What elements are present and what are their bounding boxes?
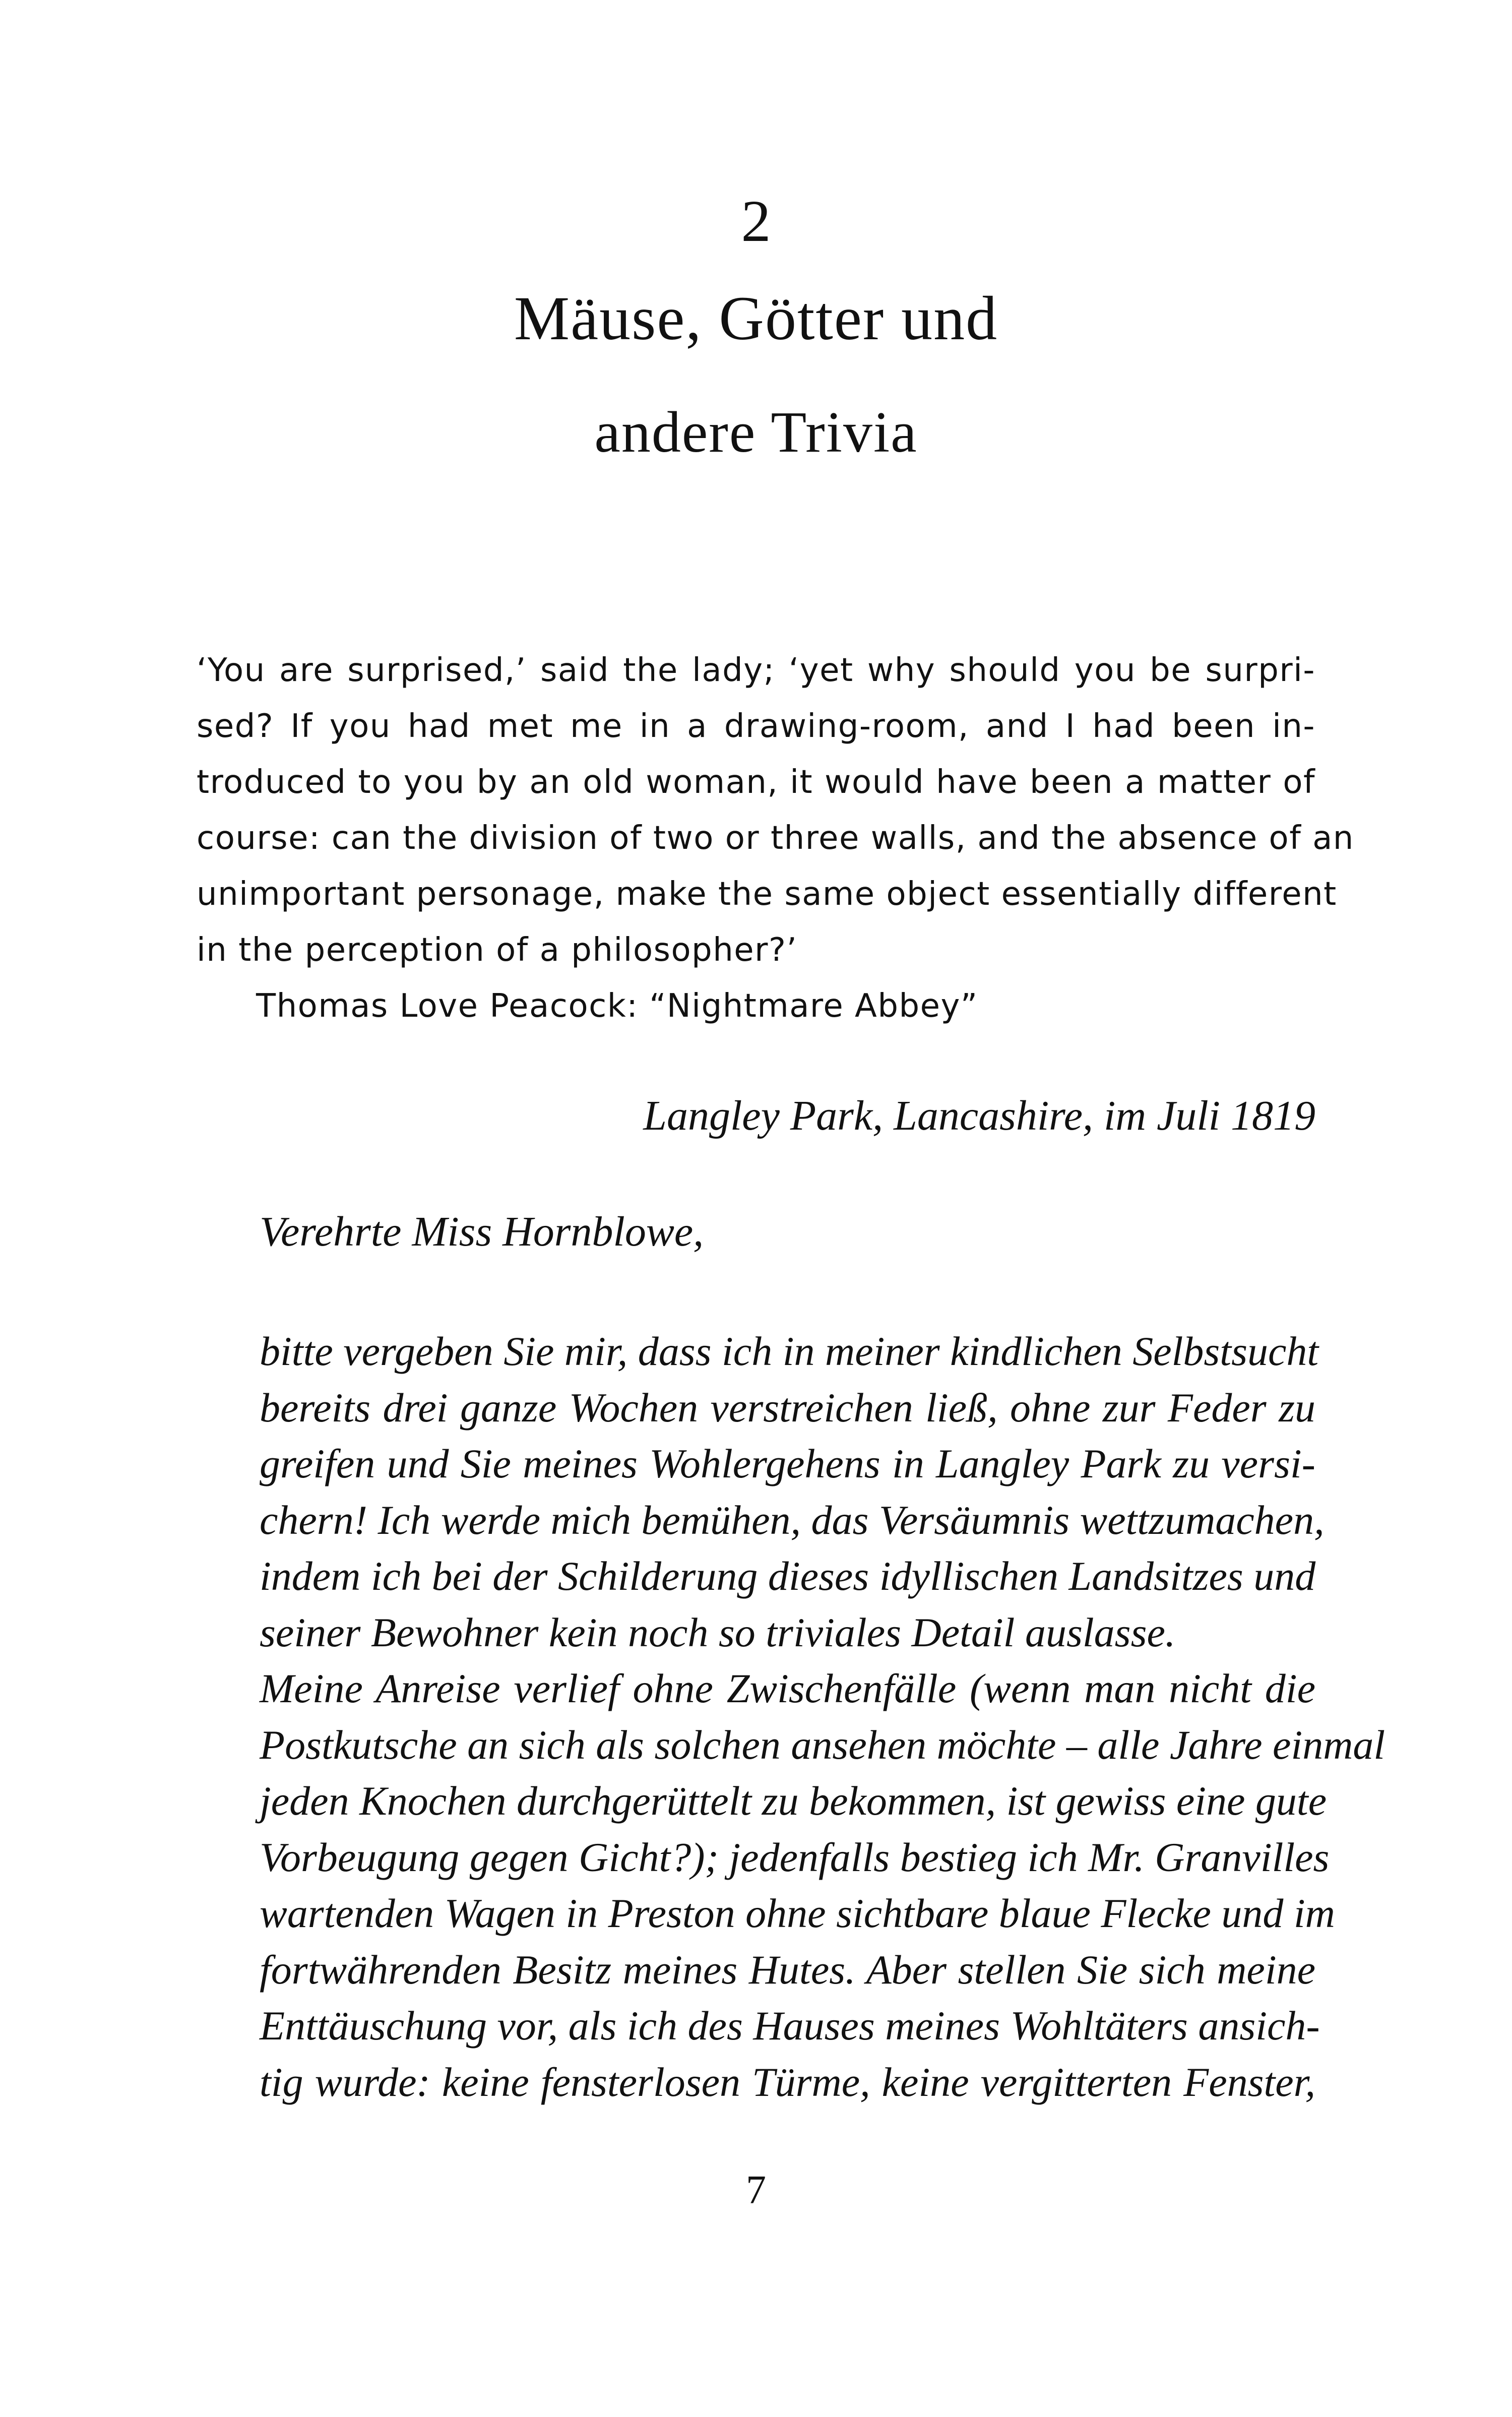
letter-line: fortwährenden Besitz meines Hutes. Aber stellen Sie sich meine — [260, 1946, 1315, 1993]
letter-line: greifen und Sie meines Wohlergehens in Langley Park zu versi- — [260, 1441, 1315, 1486]
epigraph-line: sed? If you had met me in a drawing-room, and I had been in- — [197, 708, 1315, 745]
letter-line: seiner Bewohner kein noch so triviales Detail auslasse. — [260, 1609, 1176, 1655]
epigraph-line: troduced to you by an old woman, it would have been a matter of — [197, 764, 1315, 801]
epigraph-line: ‘You are surprised,’ said the lady; ‘yet why should you be surpri- — [197, 652, 1315, 689]
chapter-title-line: andere Trivia — [594, 400, 918, 465]
epigraph-attribution: Thomas Love Peacock: “Nightmare Abbey” — [256, 987, 978, 1025]
chapter-number: 2 — [741, 188, 771, 254]
chapter-title-line: Mäuse, Götter und — [514, 284, 998, 353]
letter-line: Meine Anreise verlief ohne Zwischenfälle (wenn man nicht die — [260, 1665, 1315, 1711]
letter-body — [260, 1323, 1385, 2110]
letter-line: indem ich bei der Schilderung dieses idyllischen Landsitzes und — [260, 1553, 1316, 1599]
letter-line: Vorbeugung gegen Gicht?); jedenfalls bestieg ich Mr. Granvilles — [260, 1834, 1330, 1880]
letter-line: bitte vergeben Sie mir, dass ich in meiner kindlichen Selbstsucht — [260, 1328, 1319, 1374]
letter-line: wartenden Wagen in Preston ohne sichtbare blaue Flecke und im — [260, 1890, 1335, 1936]
epigraph — [197, 643, 1354, 1034]
epigraph-line: course: can the division of two or three walls, and the absence of an — [197, 820, 1354, 857]
page-number: 7 — [746, 2168, 766, 2212]
letter-place-date: Langley Park, Lancashire, im Juli 1819 — [643, 1092, 1315, 1139]
letter-line: jeden Knochen durchgerüttelt zu bekommen, ist gewiss eine gute — [260, 1778, 1327, 1824]
letter-line: tig wurde: keine fensterlosen Türme, keine vergitterten Fenster, — [260, 2059, 1315, 2105]
chapter-title — [0, 284, 1512, 519]
letter-line: Postkutsche an sich als solchen ansehen möchte – alle Jahre einmal — [260, 1721, 1385, 1768]
letter-line: bereits drei ganze Wochen verstreichen ließ, ohne zur Feder zu — [260, 1384, 1315, 1431]
letter-line: chern! Ich werde mich bemühen, das Versäumnis wettzumachen, — [260, 1497, 1325, 1543]
letter-line: Enttäuschung vor, als ich des Hauses meines Wohltäters ansich- — [260, 2003, 1320, 2049]
epigraph-line: in the perception of a philosopher?’ — [197, 932, 798, 969]
epigraph-line: unimportant personage, make the same object essentially different — [197, 876, 1337, 913]
letter-salutation: Verehrte Miss Hornblowe, — [260, 1208, 704, 1255]
